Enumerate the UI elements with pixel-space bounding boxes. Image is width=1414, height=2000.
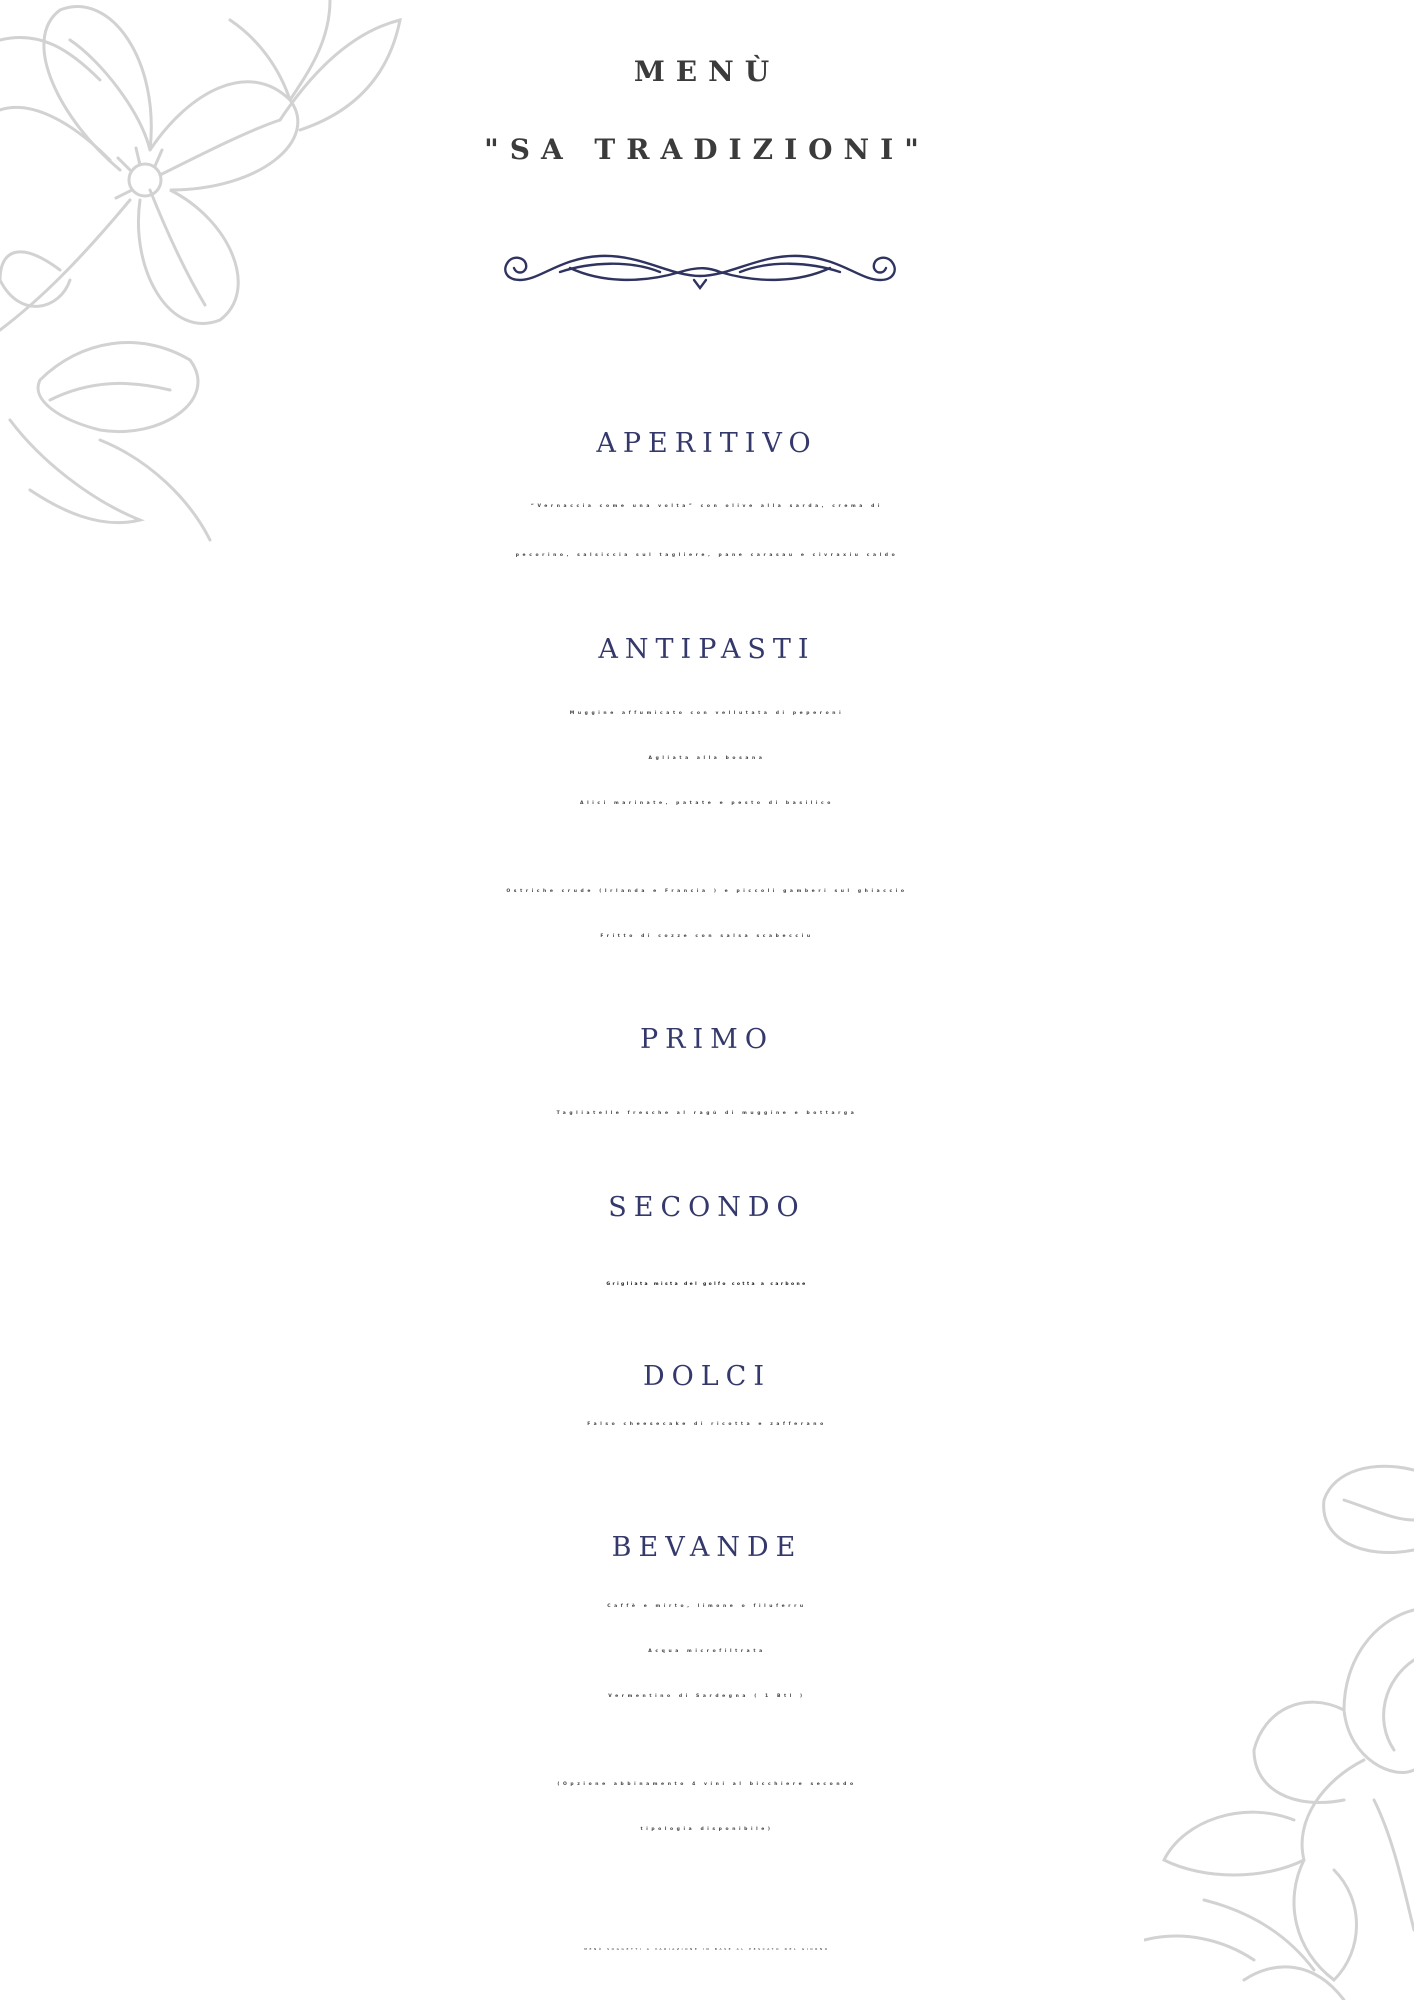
menu-item: tipologia disponibile) <box>640 1827 774 1832</box>
menu-title: MENÙ <box>633 55 781 88</box>
menu-item: Falso cheesecake di ricotta e zafferano <box>587 1422 827 1427</box>
menu-item: Tagliatelle fresche al ragù di muggine e bottarga <box>556 1111 858 1116</box>
ornamental-flourish-icon <box>500 246 900 294</box>
section-title-secondo: SECONDO <box>608 1192 806 1223</box>
menu-item: Caffè e mirto, limone o filuferru <box>607 1604 807 1609</box>
menu-item: Grigliata mista del golfo cotta a carbone <box>606 1282 808 1287</box>
section-title-antipasti: ANTIPASTI <box>598 634 816 665</box>
footer-note: MENÙ SOGGETTI A VARIAZIONE IN BASE AL PESCATO DEL GIORNO <box>584 1947 830 1951</box>
section-title-aperitivo: APERITIVO <box>596 428 818 459</box>
menu-subtitle: "SA TRADIZIONI" <box>484 133 930 166</box>
menu-item: Fritto di cozze con salsa scabecciu <box>600 934 814 939</box>
section-title-primo: PRIMO <box>640 1024 774 1055</box>
menu-item: pecorino, salsiccia sul tagliere, pane carasau e civraxiu caldo <box>515 553 899 558</box>
menu-item: Ostriche crude (Irlanda e Francia ) e piccoli gamberi sul ghiaccio <box>506 889 908 894</box>
menu-item: (Opzione abbinamento 4 vini al bicchiere secondo <box>557 1782 857 1787</box>
menu-item: Vermentino di Sardegna ( 1 Btl ) <box>608 1694 806 1699</box>
section-title-bevande: BEVANDE <box>611 1532 803 1563</box>
menu-item: Alici marinate, patate e pesto di basilico <box>580 801 834 806</box>
menu-item: Agliata alla bosana <box>648 756 766 761</box>
menu-item: Muggine affumicato con vellutata di peperoni <box>569 711 845 716</box>
menu-item: Acqua microfiltrata <box>648 1649 766 1654</box>
menu-item: “Vernaccia come una volta” con olive alla sarda, crema di <box>530 504 884 509</box>
section-title-dolci: DOLCI <box>642 1361 772 1392</box>
